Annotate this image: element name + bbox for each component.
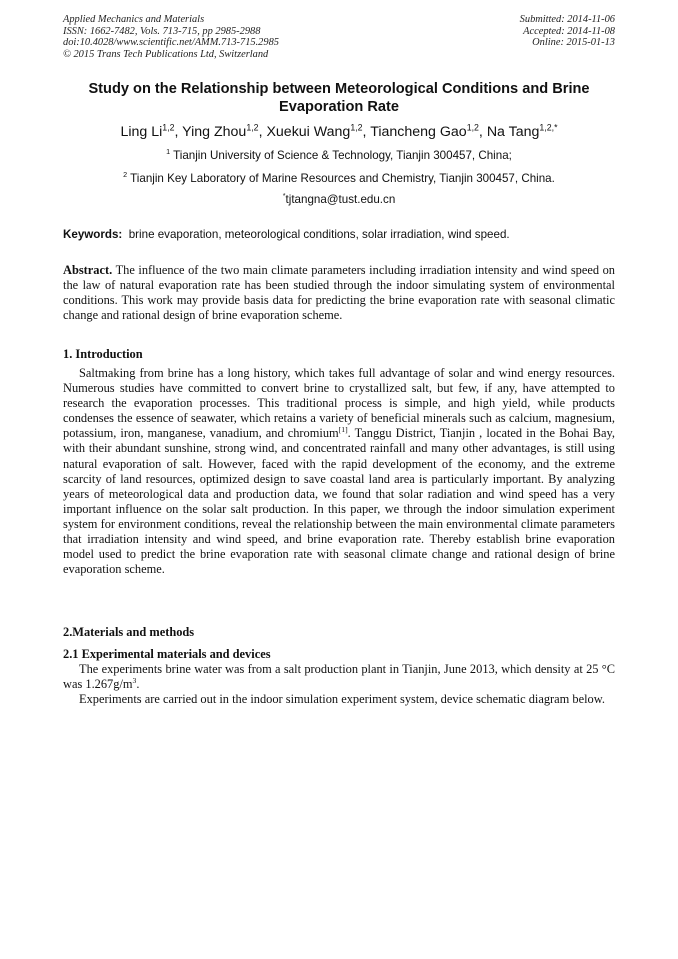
author-affil-sup: 1,2 [162, 122, 175, 133]
abstract-label: Abstract. [63, 263, 113, 277]
author-list: Ling Li$^{1,2}$, Ying Zhou$^{1,2}$, Xuekui Wang$^{1,2}$, Tiancheng Gao$^{1,2}$, Na Tang$^{1,2,*}$ [120, 122, 558, 140]
author-name: Ling Li [120, 124, 163, 140]
submitted-date: Submitted: 2014-11-06 [519, 14, 615, 25]
section-heading-introduction: 1. Introduction [63, 347, 143, 361]
introduction-body [63, 366, 615, 577]
keywords [63, 228, 615, 242]
intro-text-part-2: . Tanggu District, Tianjin , located in the Bohai Bay, with their abundant sunshine, strong wind, and concentrated rainfall and many other advantages, is still using natural evaporation of salt. However, faced with the rapid development of the economy, and the extreme scarcity of land resources, optimized design to save coastal land area is particularly important. By analyzing years of meteorological data and production data, we found that solar radiation and wind speed has a very important influence on the solar salt production. In this paper, we through the indoor simulation experiment system for environment conditions, reveal the relationship between the main environmental climate parameters that irradiation intensity and wind speed, and brine evaporation rate. Thereby establish brine evaporation model used to predict the brine evaporation rate with seasonal climate change and rational design of brine evaporation scheme. [63, 426, 615, 577]
email-marker: * [282, 191, 286, 201]
abstract [63, 263, 615, 323]
author-affil-sup: 1,2 [466, 122, 479, 133]
affiliation-number: 2 [123, 170, 128, 180]
accepted-date: Accepted: 2014-11-08 [523, 25, 615, 37]
paper-title [63, 80, 615, 116]
section-heading-methods: 2.Materials and methods [63, 625, 195, 639]
author-name: Na Tang [486, 124, 540, 140]
affiliation-1 [63, 149, 615, 163]
copyright-line: © 2015 Trans Tech Publications Ltd, Switzerland [63, 48, 269, 60]
email-address[interactable]: tjtangna@tust.edu.cn [285, 193, 396, 206]
abstract-text: The influence of the two main climate parameters including irradiation intensity and wind speed on the law of natural evaporation rate has been studied through the indoor simulating system of environmental conditions. This work may provide basis data for predicting the brine evaporation rate with seasonal climatic change and rational design of brine evaporation scheme. [63, 263, 615, 323]
author-affil-sup: 1,2 [350, 122, 363, 133]
journal-name: Applied Mechanics and Materials [63, 14, 205, 25]
keywords-text: brine evaporation, meteorological conditions, solar irradiation, wind speed. [128, 228, 510, 241]
methods-body [63, 662, 615, 707]
citation-ref: [1] [338, 425, 348, 435]
title-line-1: Study on the Relationship between Meteorological Conditions and Brine [88, 81, 590, 97]
affiliation-number: 1 [166, 147, 171, 157]
author-name: Ying Zhou [182, 124, 247, 140]
methods-text-2: Experiments are carried out in the indoor simulation experiment system, device schematic diagram below. [79, 692, 605, 707]
doi-line: doi:10.4028/www.scientific.net/AMM.713-715.2985 [63, 37, 279, 49]
author-affil-sup: 1,2 [246, 122, 259, 133]
affiliation-text: Tianjin University of Science & Technology, Tianjin 300457, China; [173, 149, 512, 162]
title-line-2: Evaporation Rate [278, 99, 400, 115]
issn-line: ISSN: 1662-7482, Vols. 713-715, pp 2985-2988 [63, 25, 261, 37]
author-name: Tiancheng Gao [370, 124, 467, 140]
author-affil-sup: 1,2,* [539, 122, 558, 133]
journal-info [63, 14, 279, 60]
corresponding-email [63, 193, 615, 207]
dates-info [520, 14, 615, 49]
subsection-heading-materials: 2.1 Experimental materials and devices [63, 647, 271, 661]
intro-text-part-1: Saltmaking from brine has a long history, which takes full advantage of solar and wind energy resources. Numerous studies have committed to convert brine to crystallized salt, but few, if any, have attempted to research the evaporation processes. This traditional process is simple, and high yield, while products condenses the essence of seawater, which retains a variety of beneficial minerals such as calcium, magnesium, potassium, iron, manganese, vanadium, and chromium [63, 366, 615, 441]
unit-superscript: 3 [132, 675, 137, 685]
keywords-label: Keywords: [63, 228, 123, 241]
affiliation-2 [63, 172, 615, 186]
author-name: Xuekui Wang [266, 124, 351, 140]
affiliation-text: Tianjin Key Laboratory of Marine Resources and Chemistry, Tianjin 300457, China. [130, 172, 555, 185]
methods-text-1: The experiments brine water was from a salt production plant in Tianjin, June 2013, which density at 25 °C was 1.267g/m [63, 662, 615, 692]
online-date: Online: 2015-01-13 [532, 37, 615, 49]
methods-text-1-end: . [136, 677, 140, 692]
